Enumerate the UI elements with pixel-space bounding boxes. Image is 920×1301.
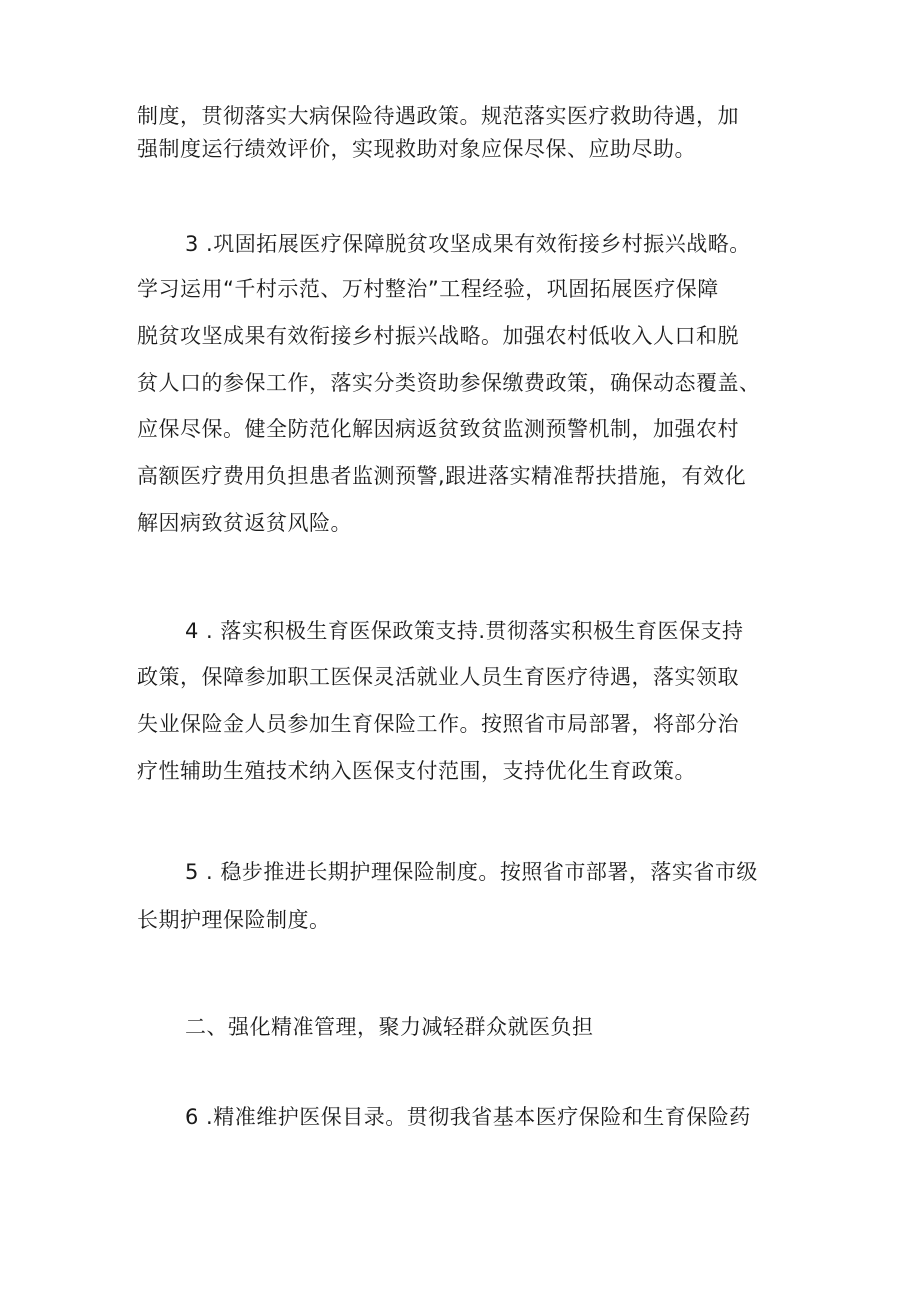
text-line: 制度，贯彻落实大病保险待遇政策。规范落实医疗救助待遇，加	[137, 104, 739, 128]
text-line: 高额医疗费用负担患者监测预警,跟进落实精准帮扶措施，有效化	[137, 464, 747, 488]
text-line: 学习运用“千村示范、万村整治”工程经验，巩固拓展医疗保障	[137, 277, 719, 301]
text-line: 失业保险金人员参加生育保险工作。按照省市局部署，将部分治	[137, 712, 739, 736]
text-line: 脱贫攻坚成果有效衔接乡村振兴战略。加强农村低收入人口和脱	[137, 324, 739, 348]
text-line: 3 .巩固拓展医疗保障脱贫攻坚成果有效衔接乡村振兴战略。	[185, 232, 751, 256]
heading-line: 二、强化精准管理，聚力减轻群众就医负担	[185, 1015, 594, 1039]
text-line: 长期护理保险制度。	[137, 908, 331, 932]
text-line: 5 . 稳步推进长期护理保险制度。按照省市部署，落实省市级	[185, 860, 758, 884]
text-line: 解因病致贫返贫风险。	[137, 511, 352, 535]
text-line: 应保尽保。健全防范化解因病返贫致贫监测预警机制，加强农村	[137, 417, 739, 441]
text-line: 贫人口的参保工作，落实分类资助参保缴费政策，确保动态覆盖、	[137, 371, 761, 395]
text-line: 强制度运行绩效评价，实现救助对象应保尽保、应助尽助。	[137, 137, 696, 161]
text-line: 6 .精准维护医保目录。贯彻我省基本医疗保险和生育保险药	[185, 1105, 751, 1129]
text-line: 政策，保障参加职工医保灵活就业人员生育医疗待遇，落实领取	[137, 665, 739, 689]
text-line: 疗性辅助生殖技术纳入医保支付范围，支持优化生育政策。	[137, 759, 696, 783]
text-line: 4 . 落实积极生育医保政策支持.贯彻落实积极生育医保支持	[185, 619, 744, 643]
